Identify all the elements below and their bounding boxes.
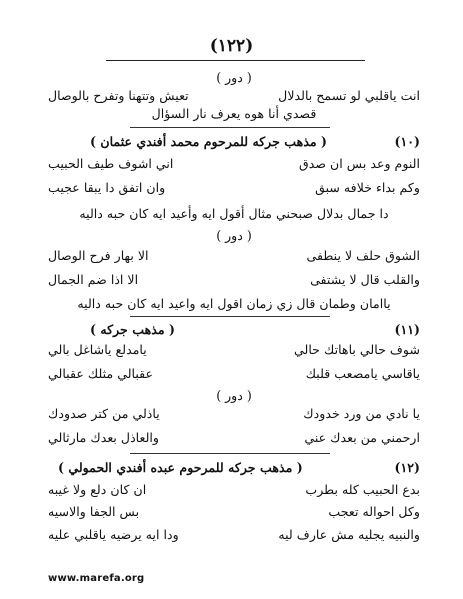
verse-line: دا جمال بدلال صبحني مثال أقول ايه وأعيد ايه كان حبه داليه (79, 206, 389, 221)
verse-half: تعيش وتتهنا وتفرح بالوصال (48, 88, 189, 103)
verse-line (48, 248, 420, 264)
verse-line (48, 342, 420, 358)
verse-half: الا بهار فرح الوصال (48, 248, 149, 263)
verse-line (48, 504, 420, 520)
section-heading (90, 134, 420, 150)
divider-rule (130, 127, 330, 128)
header-rule (106, 60, 365, 61)
verse-half: يا نادي من ورد خدودك (303, 406, 420, 421)
verse-line (48, 88, 420, 104)
verse-half: وكل احواله تعجب (328, 504, 420, 519)
section-number: (١٠) (394, 134, 420, 149)
verse-line: ياامان وطمان قال زي زمان اقول ايه واعيد ايه كان حبه داليه (77, 296, 391, 311)
verse-half: انت ياقلبي لو تسمح بالدلال (278, 88, 420, 103)
verse-half: ارحمني من بعدك عني (304, 430, 420, 445)
verse-half: يامدلع ياشاغل بالي (48, 342, 147, 357)
section-number: (١٢) (394, 460, 420, 475)
section-label-dawr: ( دور ) (216, 388, 252, 403)
verse-half: ياقاسي يامصعب قلبك (305, 366, 420, 381)
section-title: ( مذهب جركه للمرحوم عبده أفندي الحمولي ) (58, 460, 303, 475)
section-label-dawr: ( دور ) (216, 70, 252, 85)
verse-half: عقبالي مثلك عقبالي (48, 366, 154, 381)
verse-half: الشوق حلف لا ينطفى (306, 248, 420, 263)
verse-half: شوف حالي باهاتك حالي (294, 342, 420, 357)
page-number: (١٢٢) (209, 36, 254, 56)
verse-half: ودا ايه يرضيه ياقلبي عليه (48, 527, 179, 542)
verse-line (48, 180, 420, 196)
verse-half: الا اذا ضم الجمال (48, 272, 139, 287)
verse-half: اني اشوف طيف الحبيب (48, 156, 174, 171)
verse-line (48, 366, 420, 382)
verse-half: بس الجفا والاسيه (48, 504, 140, 519)
verse-half: والنبيه يجليه مش عارف ليه (278, 527, 420, 542)
section-title: ( مذهب جركه ) (90, 322, 175, 337)
verse-half: والقلب قال لا يشتفى (310, 272, 420, 287)
site-url: www.marefa.org (48, 573, 145, 584)
verse-half: والعاذل بعدك مارثالي (48, 430, 160, 445)
section-heading (58, 460, 420, 476)
verse-line (48, 527, 420, 543)
verse-line: قصدي أنا هوه يعرف نار السؤال (151, 106, 317, 121)
verse-half: وكم بداء خلافه سبق (315, 180, 420, 195)
section-title: ( مذهب جركه للمرحوم محمد أفندي عثمان ) (90, 134, 328, 149)
section-heading (90, 322, 420, 338)
divider-rule (130, 453, 330, 454)
verse-half: بدع الحبيب كله بطرب (305, 482, 420, 497)
verse-line (48, 272, 420, 288)
verse-half: ان كان دلع ولا غيبه (48, 482, 147, 497)
section-label-dawr: ( دور ) (216, 228, 252, 243)
verse-line (48, 156, 420, 172)
verse-line (48, 406, 420, 422)
divider-rule (130, 316, 330, 317)
verse-half: وان اتفق دا يبقا عجيب (48, 180, 166, 195)
section-number: (١١) (394, 322, 420, 337)
verse-half: ياذلي من كتر صدودك (48, 406, 160, 421)
verse-line (48, 430, 420, 446)
verse-half: النوم وعد بس ان صدق (298, 156, 420, 171)
verse-line (48, 482, 420, 498)
